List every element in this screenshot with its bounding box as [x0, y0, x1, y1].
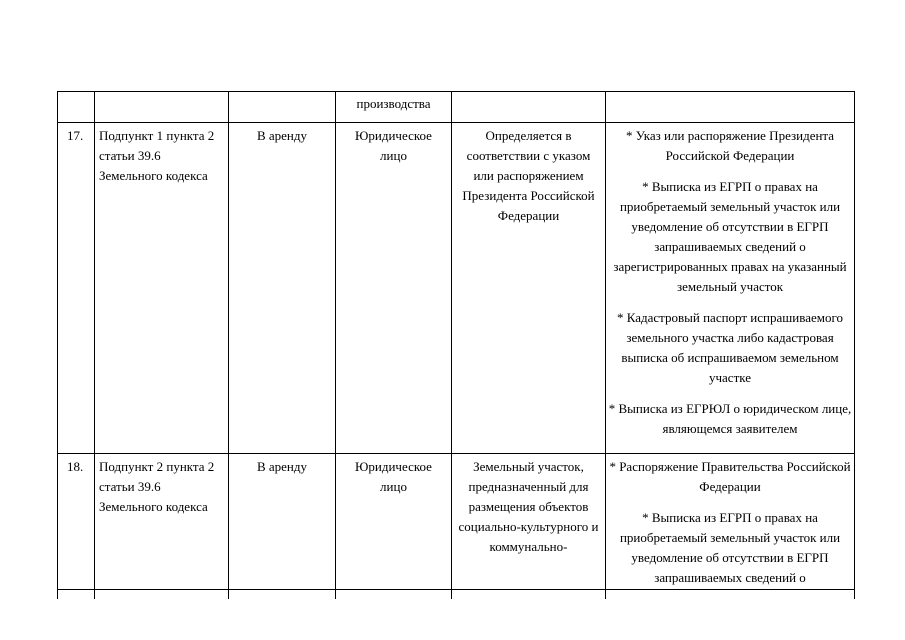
document-item: * Указ или распоряжение Президента Российской Федерации: [625, 128, 835, 163]
table-bottom-border: [57, 589, 854, 590]
provision-type: В аренду: [229, 454, 336, 600]
document-item: * Распоряжение Правительства Российской Федерации: [609, 459, 851, 494]
plot-purpose: Земельный участок, предназначенный для размещения объектов социально-культурного и коммунально-: [452, 454, 606, 600]
legal-basis: Подпункт 1 пункта 2 статьи 39.6 Земельного кодекса: [95, 123, 229, 454]
provision-type: В аренду: [229, 123, 336, 454]
row-number: 17.: [58, 123, 95, 454]
document-item: * Выписка из ЕГРЮЛ о юридическом лице, являющемся заявителем: [608, 401, 852, 436]
row-number: 18.: [58, 454, 95, 600]
required-documents: [606, 123, 855, 454]
table-row-continuation: [58, 92, 855, 123]
table-row: [58, 123, 855, 454]
cell-applicant: производства: [336, 92, 452, 123]
cell-basis: [95, 92, 229, 123]
applicant-type: Юридическое лицо: [336, 123, 452, 454]
table-row: [58, 454, 855, 600]
document-item: * Кадастровый паспорт испрашиваемого земельного участка либо кадастровая выписка об испрашиваемом земельном участке: [617, 310, 843, 385]
cell-docs: [606, 92, 855, 123]
cell-num: [58, 92, 95, 123]
legal-basis: Подпункт 2 пункта 2 статьи 39.6 Земельного кодекса: [95, 454, 229, 600]
plot-purpose: Определяется в соответствии с указом или распоряжением Президента Российской Федерации: [452, 123, 606, 454]
cell-purpose: [452, 92, 606, 123]
document-item: * Выписка из ЕГРП о правах на приобретаемый земельный участок или уведомление об отсутствии в ЕГРП запрашиваемых сведений о: [619, 510, 841, 585]
required-documents: [606, 454, 855, 600]
land-plot-table: [57, 91, 855, 599]
document-item: * Выписка из ЕГРП о правах на приобретаемый земельный участок или уведомление об отсутствии в ЕГРП запрашиваемых сведений о зарегистрированных правах на указанный земельный участок: [613, 179, 847, 294]
cell-type: [229, 92, 336, 123]
applicant-type: Юридическое лицо: [336, 454, 452, 600]
